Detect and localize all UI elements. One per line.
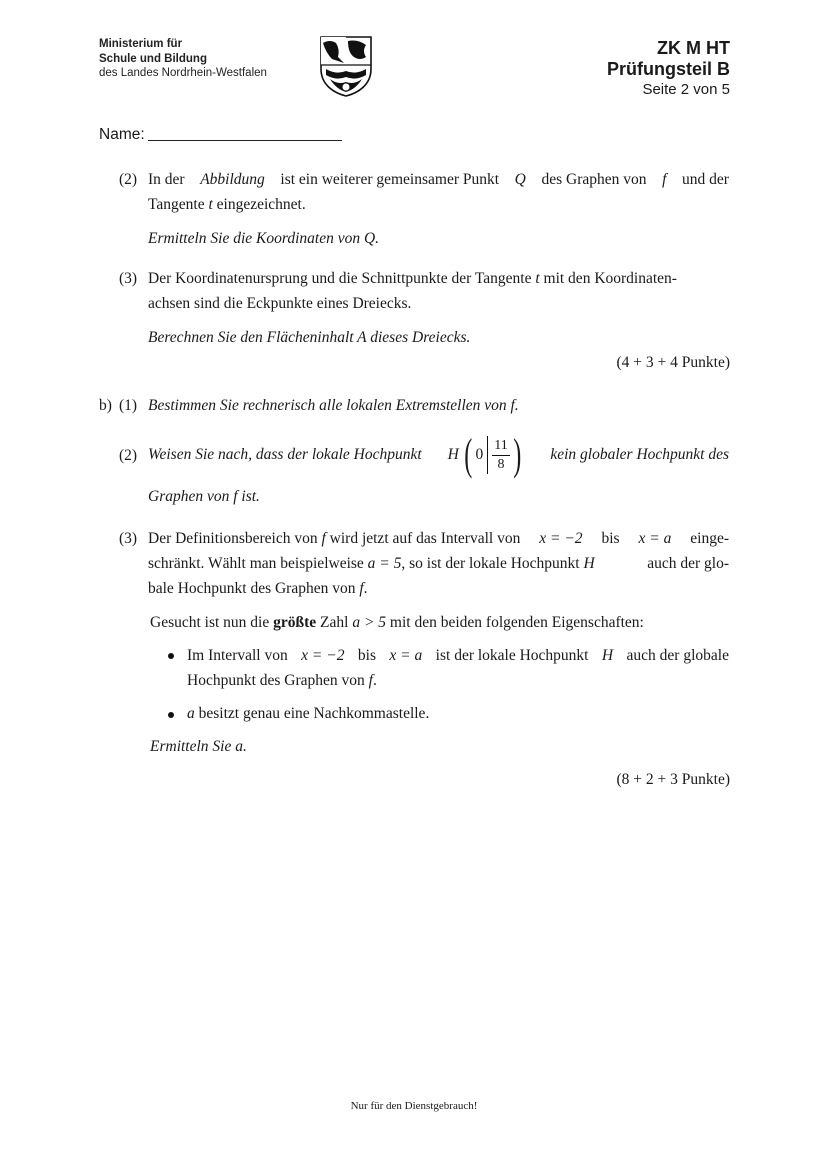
part-b-label: b): [99, 397, 112, 414]
part-a-points: (4 + 3 + 4 Punkte): [616, 354, 730, 371]
task-b1-number: (1): [119, 397, 138, 414]
exam-part: Prüfungsteil B: [606, 59, 730, 79]
name-line[interactable]: [148, 125, 342, 141]
task-b3-property-1: Im Intervall von x = −2 bis x = a ist der lokale Hochpunkt H auch der globale Hochpunkt des Graphen von f.: [187, 647, 729, 689]
exam-code: ZK M HT: [657, 38, 730, 58]
part-b-points: (8 + 2 + 3 Punkte): [616, 771, 730, 788]
hochpunkt-formula: H ( 0 $\frac{11}{8}$ ): [447, 430, 522, 479]
task-a2-text: In der Abbildung ist ein weiterer gemeinsamer Punkt Q des Graphen von f und der Tangente t eingezeichnet.: [148, 171, 729, 213]
ministry-name: [99, 37, 267, 81]
footer-note: Nur für den Dienstgebrauch!: [350, 1100, 478, 1112]
task-a3-instruction: Berechnen Sie den Flächeninhalt A dieses Dreiecks.: [148, 329, 471, 346]
task-b2-number: (2): [119, 447, 138, 464]
task-b3-instruction: Ermitteln Sie a.: [150, 738, 247, 755]
task-a3-number: (3): [119, 270, 138, 287]
name-label: Name:: [99, 126, 145, 143]
nrw-coat-of-arms-icon: [318, 35, 374, 97]
ministry-line-3: des Landes Nordrhein-Westfalen: [99, 67, 267, 79]
bullet-1: [168, 653, 174, 659]
exam-header: [607, 38, 730, 99]
task-a2-number: (2): [119, 171, 138, 188]
task-b3-search: Gesucht ist nun die größte Zahl a > 5 mit den beiden folgenden Eigenschaften:: [150, 614, 644, 631]
task-a2-instruction: Ermitteln Sie die Koordinaten von Q.: [148, 230, 380, 247]
task-a3-text: Der Koordinatenursprung und die Schnittpunkte der Tangente t mit den Koordinaten- achsen sind die Eckpunkte eines Dreiecks.: [148, 270, 677, 312]
name-field[interactable]: [99, 125, 342, 144]
task-b1-instruction: Bestimmen Sie rechnerisch alle lokalen Extremstellen von f.: [148, 397, 519, 414]
task-b3-text: Der Definitionsbereich von f wird jetzt auf das Intervall von x = −2 bis x = a einge- schränkt. Wählt man beispielweise a = 5, so ist der lokale Hochpunkt H auch der glo- bale Hochpunkt des Graphen von f.: [148, 530, 729, 597]
task-b3-number: (3): [119, 530, 138, 547]
task-b2-instruction-cont: Graphen von f ist.: [148, 488, 260, 505]
task-b3-property-2: a besitzt genau eine Nachkommastelle.: [187, 705, 430, 722]
ministry-line-2: Schule und Bildung: [99, 52, 207, 65]
ministry-line-1: Ministerium für: [99, 38, 183, 50]
page-number: Seite 2 von 5: [642, 81, 730, 98]
task-b2-instruction: Weisen Sie nach, dass der lokale Hochpunkt H ( 0 $\frac{11}{8}$ ) kein globaler Hochpunkt des: [148, 430, 729, 479]
bullet-2: [168, 712, 174, 718]
